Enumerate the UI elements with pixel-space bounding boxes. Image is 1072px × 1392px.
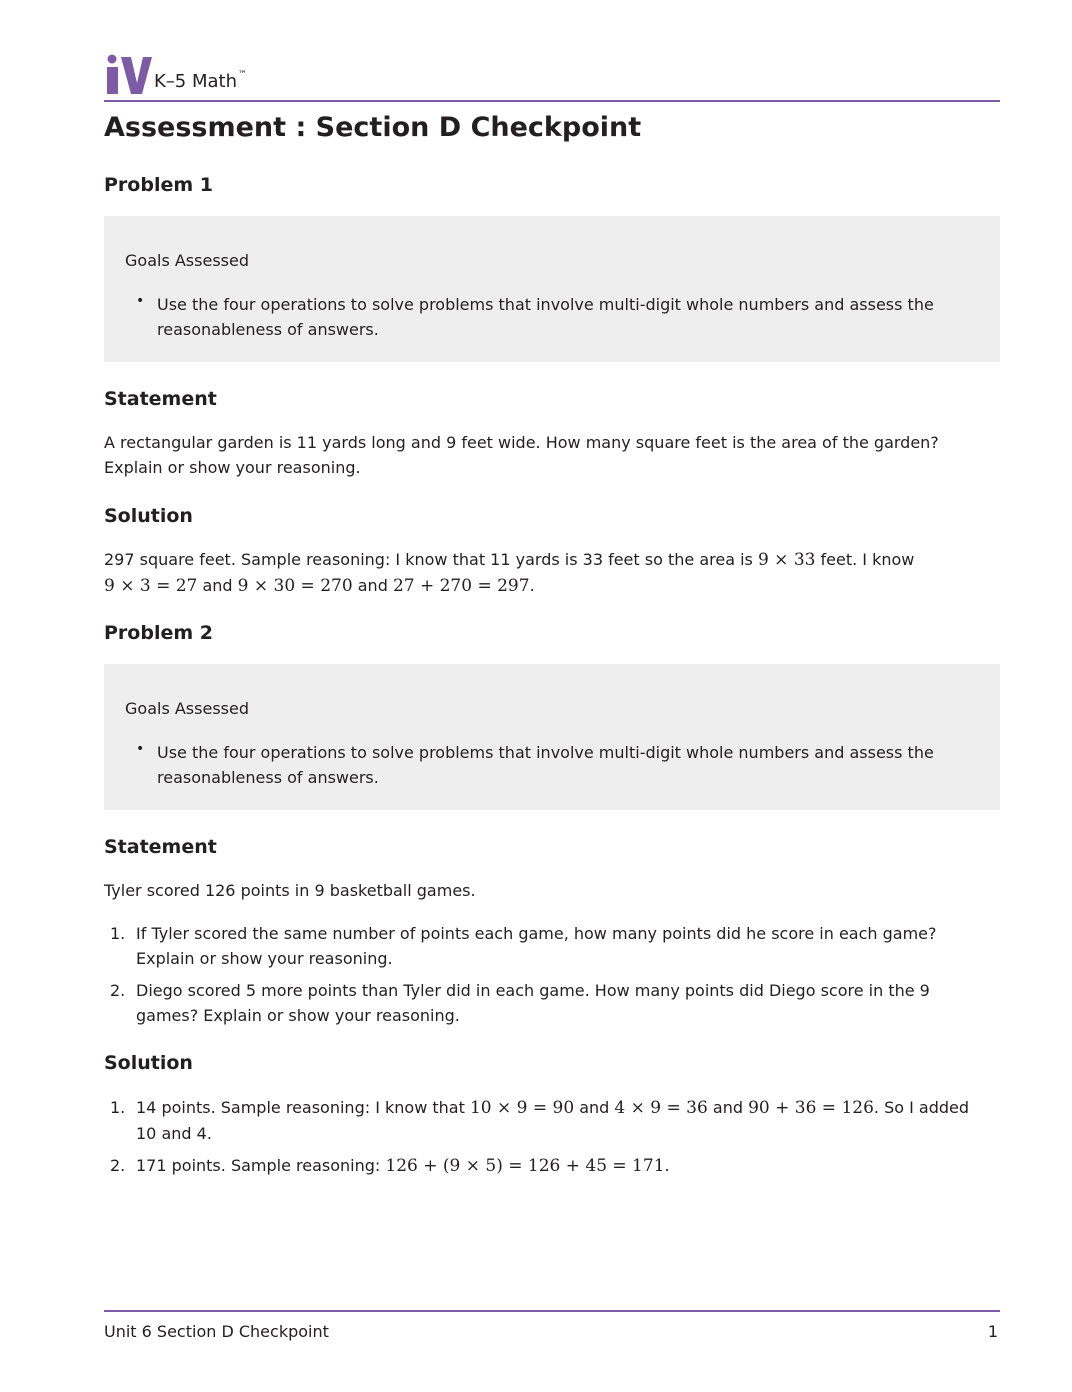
math-expression: 9 × 3 = 27: [104, 576, 198, 596]
bullet-icon: •: [136, 293, 145, 309]
problem-2-statement-intro: Tyler scored 126 points in 9 basketball games.: [104, 881, 476, 900]
problem-2-solution-list: [104, 1095, 994, 1186]
math-expression: 9 × 30 = 270: [237, 576, 353, 596]
problem-2-statement-heading: Statement: [104, 836, 217, 858]
goals-label: Goals Assessed: [125, 699, 249, 718]
math-expression: 126 + (9 × 5) = 126 + 45 = 171: [385, 1156, 665, 1176]
list-item: 1. 14 points. Sample reasoning: I know that 10 × 9 = 90 and 4 × 9 = 36 and 90 + 36 = 126. So I added 10 and 4.: [110, 1098, 970, 1143]
problem-1-solution: 297 square feet. Sample reasoning: I know that 11 yards is 33 feet so the area is 9 × 33 feet. I know 9 × 3 = 27 and 9 × 30 = 270 and 27 + 270 = 297.: [104, 550, 915, 596]
document-page: [104, 0, 1000, 1392]
iv-logo-icon: [104, 54, 152, 94]
list-item: 2. Diego scored 5 more points than Tyler did in each game. How many points did Diego score in the 9 games? Explain or show your reasoning.: [110, 981, 930, 1025]
goals-label: Goals Assessed: [125, 251, 249, 270]
goal-item: Use the four operations to solve problems that involve multi-digit whole numbers and assess the reasonableness of answers.: [157, 743, 934, 787]
math-expression: 4 × 9 = 36: [614, 1098, 708, 1118]
bullet-icon: •: [136, 741, 145, 757]
logo-text: K–5 Math™: [154, 70, 248, 92]
problem-1-goals-box: [104, 216, 1000, 362]
goal-item: Use the four operations to solve problems that involve multi-digit whole numbers and assess the reasonableness of answers.: [157, 295, 934, 339]
math-expression: 90 + 36 = 126: [748, 1098, 874, 1118]
list-item: 2. 171 points. Sample reasoning: 126 + (9 × 5) = 126 + 45 = 171.: [110, 1156, 670, 1176]
page-title: Assessment : Section D Checkpoint: [104, 112, 642, 143]
problem-1-heading: Problem 1: [104, 174, 213, 196]
list-item: 1. If Tyler scored the same number of points each game, how many points did he score in each game? Explain or show your reasoning.: [110, 924, 937, 968]
problem-1-statement: A rectangular garden is 11 yards long and 9 feet wide. How many square feet is the area of the garden? Explain or show your reasoning.: [104, 433, 939, 477]
footer-rule: [104, 1310, 1000, 1312]
page-number: 1: [987, 1322, 998, 1341]
problem-1-solution-heading: Solution: [104, 505, 193, 527]
problem-1-statement-heading: Statement: [104, 388, 217, 410]
problem-2-heading: Problem 2: [104, 622, 213, 644]
header-rule: [104, 100, 1000, 102]
math-expression: 9 × 33: [757, 550, 816, 570]
math-expression: 10 × 9 = 90: [469, 1098, 575, 1118]
page-header: [104, 52, 1000, 102]
math-expression: 27 + 270 = 297: [392, 576, 530, 596]
problem-2-statement-list: [104, 921, 994, 1035]
problem-2-solution-heading: Solution: [104, 1052, 193, 1074]
footer-title: Unit 6 Section D Checkpoint: [104, 1322, 329, 1341]
problem-2-goals-box: [104, 664, 1000, 810]
